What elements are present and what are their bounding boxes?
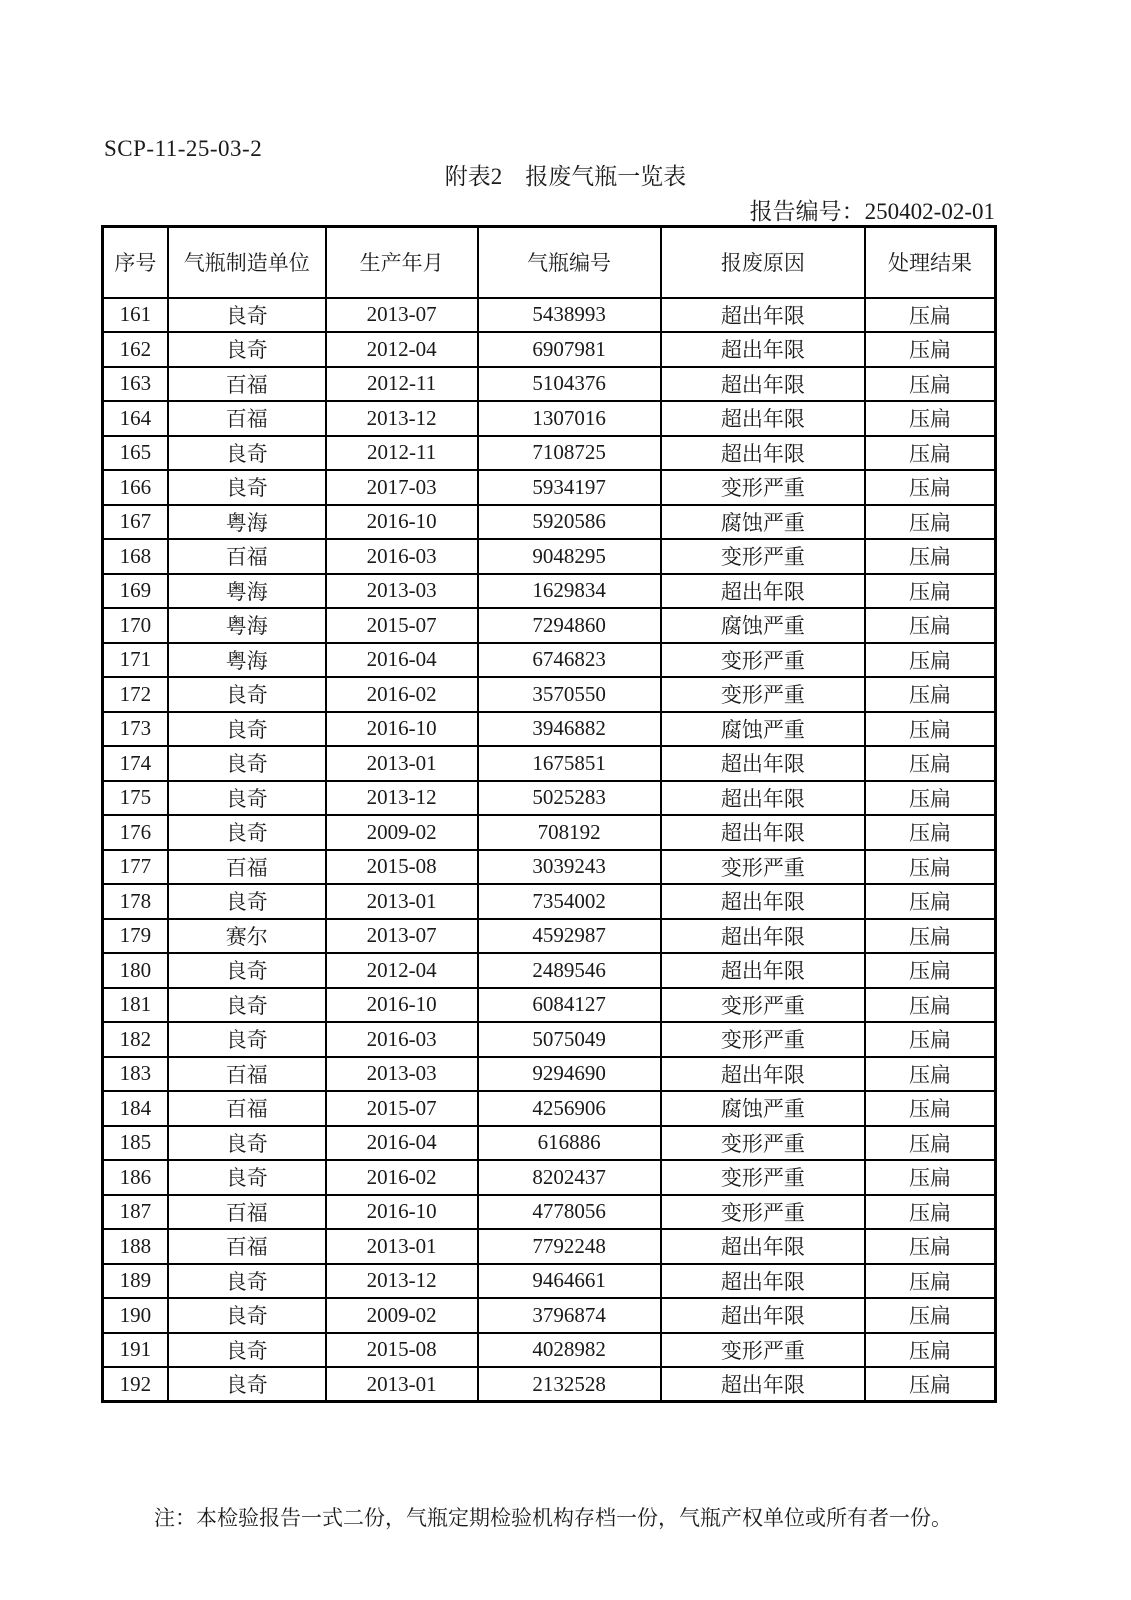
cell-cylinder-number: 3039243 xyxy=(478,850,661,885)
cell-result: 压扁 xyxy=(865,608,995,643)
cell-seq: 190 xyxy=(103,1298,168,1333)
cell-manufacturer: 良奇 xyxy=(168,712,326,747)
cell-seq: 162 xyxy=(103,332,168,367)
cell-manufacturer: 良奇 xyxy=(168,1333,326,1368)
table-body xyxy=(103,298,996,1402)
table-row xyxy=(103,1264,996,1299)
cell-seq: 187 xyxy=(103,1195,168,1230)
cell-scrap-reason: 超出年限 xyxy=(661,1298,865,1333)
cell-seq: 173 xyxy=(103,712,168,747)
cell-production-date: 2015-07 xyxy=(326,608,478,643)
cell-production-date: 2015-08 xyxy=(326,850,478,885)
cell-result: 压扁 xyxy=(865,815,995,850)
cell-result: 压扁 xyxy=(865,884,995,919)
cell-production-date: 2013-01 xyxy=(326,746,478,781)
scrapped-cylinder-table xyxy=(101,225,997,1403)
cell-manufacturer: 良奇 xyxy=(168,746,326,781)
cell-result: 压扁 xyxy=(865,367,995,402)
cell-scrap-reason: 腐蚀严重 xyxy=(661,608,865,643)
cell-seq: 185 xyxy=(103,1126,168,1161)
cell-production-date: 2009-02 xyxy=(326,815,478,850)
cell-seq: 176 xyxy=(103,815,168,850)
cell-manufacturer: 良奇 xyxy=(168,436,326,471)
cell-result: 压扁 xyxy=(865,643,995,678)
cell-manufacturer: 良奇 xyxy=(168,884,326,919)
table-row xyxy=(103,608,996,643)
cell-manufacturer: 良奇 xyxy=(168,298,326,333)
cell-production-date: 2013-12 xyxy=(326,1264,478,1299)
cell-result: 压扁 xyxy=(865,1298,995,1333)
cell-seq: 171 xyxy=(103,643,168,678)
cell-manufacturer: 粤海 xyxy=(168,505,326,540)
cell-manufacturer: 粤海 xyxy=(168,643,326,678)
header-seq: 序号 xyxy=(103,227,168,298)
footer-note: 注：本检验报告一式二份，气瓶定期检验机构存档一份，气瓶产权单位或所有者一份。 xyxy=(154,1506,952,1530)
cell-production-date: 2013-12 xyxy=(326,781,478,816)
cell-production-date: 2013-03 xyxy=(326,1057,478,1092)
cell-cylinder-number: 7354002 xyxy=(478,884,661,919)
cell-seq: 192 xyxy=(103,1367,168,1402)
cell-cylinder-number: 708192 xyxy=(478,815,661,850)
cell-production-date: 2012-11 xyxy=(326,367,478,402)
cell-production-date: 2009-02 xyxy=(326,1298,478,1333)
cell-cylinder-number: 9294690 xyxy=(478,1057,661,1092)
cell-scrap-reason: 超出年限 xyxy=(661,953,865,988)
cell-result: 压扁 xyxy=(865,574,995,609)
cell-cylinder-number: 4256906 xyxy=(478,1091,661,1126)
table-row xyxy=(103,1298,996,1333)
cell-result: 压扁 xyxy=(865,1160,995,1195)
cell-cylinder-number: 4028982 xyxy=(478,1333,661,1368)
cell-production-date: 2016-10 xyxy=(326,505,478,540)
cell-result: 压扁 xyxy=(865,436,995,471)
table-row xyxy=(103,677,996,712)
cell-cylinder-number: 5025283 xyxy=(478,781,661,816)
cell-result: 压扁 xyxy=(865,1091,995,1126)
cell-production-date: 2016-03 xyxy=(326,1022,478,1057)
cell-cylinder-number: 9464661 xyxy=(478,1264,661,1299)
table-row xyxy=(103,332,996,367)
cell-seq: 191 xyxy=(103,1333,168,1368)
cell-result: 压扁 xyxy=(865,1333,995,1368)
table-header-row xyxy=(103,227,996,298)
cell-scrap-reason: 超出年限 xyxy=(661,332,865,367)
cell-scrap-reason: 超出年限 xyxy=(661,781,865,816)
cell-cylinder-number: 7792248 xyxy=(478,1229,661,1264)
document-code: SCP-11-25-03-2 xyxy=(104,136,263,161)
cell-seq: 174 xyxy=(103,746,168,781)
cell-result: 压扁 xyxy=(865,332,995,367)
table-row xyxy=(103,781,996,816)
cell-result: 压扁 xyxy=(865,1057,995,1092)
cell-production-date: 2012-04 xyxy=(326,953,478,988)
cell-scrap-reason: 超出年限 xyxy=(661,401,865,436)
cell-scrap-reason: 变形严重 xyxy=(661,1333,865,1368)
cell-cylinder-number: 5104376 xyxy=(478,367,661,402)
cell-manufacturer: 百福 xyxy=(168,539,326,574)
cell-production-date: 2016-10 xyxy=(326,1195,478,1230)
cell-cylinder-number: 1675851 xyxy=(478,746,661,781)
cell-scrap-reason: 变形严重 xyxy=(661,539,865,574)
cell-seq: 169 xyxy=(103,574,168,609)
cell-seq: 168 xyxy=(103,539,168,574)
cell-scrap-reason: 变形严重 xyxy=(661,988,865,1023)
cell-result: 压扁 xyxy=(865,746,995,781)
cell-manufacturer: 良奇 xyxy=(168,1160,326,1195)
cell-scrap-reason: 超出年限 xyxy=(661,1264,865,1299)
cell-cylinder-number: 2132528 xyxy=(478,1367,661,1402)
cell-production-date: 2013-07 xyxy=(326,298,478,333)
cell-cylinder-number: 7294860 xyxy=(478,608,661,643)
cell-cylinder-number: 5438993 xyxy=(478,298,661,333)
cell-cylinder-number: 7108725 xyxy=(478,436,661,471)
table-row xyxy=(103,1126,996,1161)
cell-result: 压扁 xyxy=(865,712,995,747)
cell-manufacturer: 良奇 xyxy=(168,988,326,1023)
cell-manufacturer: 粤海 xyxy=(168,608,326,643)
cell-manufacturer: 良奇 xyxy=(168,332,326,367)
cell-production-date: 2013-12 xyxy=(326,401,478,436)
cell-scrap-reason: 超出年限 xyxy=(661,367,865,402)
cell-scrap-reason: 超出年限 xyxy=(661,298,865,333)
cell-cylinder-number: 6084127 xyxy=(478,988,661,1023)
table-row xyxy=(103,1022,996,1057)
cell-scrap-reason: 变形严重 xyxy=(661,470,865,505)
cell-seq: 161 xyxy=(103,298,168,333)
page-title: 附表2 报废气瓶一览表 xyxy=(444,164,687,189)
cell-result: 压扁 xyxy=(865,850,995,885)
cell-result: 压扁 xyxy=(865,470,995,505)
table-row xyxy=(103,470,996,505)
cell-scrap-reason: 超出年限 xyxy=(661,815,865,850)
table-row xyxy=(103,746,996,781)
cell-seq: 167 xyxy=(103,505,168,540)
cell-scrap-reason: 超出年限 xyxy=(661,436,865,471)
cell-scrap-reason: 变形严重 xyxy=(661,677,865,712)
cell-cylinder-number: 1629834 xyxy=(478,574,661,609)
cell-scrap-reason: 超出年限 xyxy=(661,1367,865,1402)
cell-seq: 188 xyxy=(103,1229,168,1264)
cell-cylinder-number: 3570550 xyxy=(478,677,661,712)
header-scrap-reason: 报废原因 xyxy=(661,227,865,298)
cell-manufacturer: 良奇 xyxy=(168,1367,326,1402)
cell-seq: 177 xyxy=(103,850,168,885)
table-row xyxy=(103,953,996,988)
cell-production-date: 2016-10 xyxy=(326,712,478,747)
cell-production-date: 2016-03 xyxy=(326,539,478,574)
cell-result: 压扁 xyxy=(865,401,995,436)
cell-scrap-reason: 变形严重 xyxy=(661,1126,865,1161)
table-row xyxy=(103,367,996,402)
cell-result: 压扁 xyxy=(865,953,995,988)
cell-manufacturer: 良奇 xyxy=(168,1298,326,1333)
cell-cylinder-number: 5920586 xyxy=(478,505,661,540)
cell-manufacturer: 良奇 xyxy=(168,1022,326,1057)
cell-seq: 180 xyxy=(103,953,168,988)
cell-seq: 165 xyxy=(103,436,168,471)
cell-seq: 172 xyxy=(103,677,168,712)
cell-manufacturer: 良奇 xyxy=(168,781,326,816)
cell-production-date: 2016-02 xyxy=(326,677,478,712)
cell-production-date: 2013-01 xyxy=(326,1367,478,1402)
table-row xyxy=(103,1091,996,1126)
cell-seq: 189 xyxy=(103,1264,168,1299)
cell-cylinder-number: 3796874 xyxy=(478,1298,661,1333)
cell-manufacturer: 百福 xyxy=(168,1229,326,1264)
cell-manufacturer: 良奇 xyxy=(168,815,326,850)
cell-cylinder-number: 6746823 xyxy=(478,643,661,678)
cell-scrap-reason: 变形严重 xyxy=(661,1195,865,1230)
table-row xyxy=(103,436,996,471)
cell-scrap-reason: 变形严重 xyxy=(661,643,865,678)
cell-seq: 175 xyxy=(103,781,168,816)
header-production-date: 生产年月 xyxy=(326,227,478,298)
cell-scrap-reason: 超出年限 xyxy=(661,919,865,954)
cell-scrap-reason: 超出年限 xyxy=(661,1229,865,1264)
table-row xyxy=(103,884,996,919)
cell-cylinder-number: 5934197 xyxy=(478,470,661,505)
cell-cylinder-number: 3946882 xyxy=(478,712,661,747)
table-row xyxy=(103,298,996,333)
cell-production-date: 2012-04 xyxy=(326,332,478,367)
cell-scrap-reason: 变形严重 xyxy=(661,850,865,885)
cell-seq: 182 xyxy=(103,1022,168,1057)
cell-result: 压扁 xyxy=(865,1229,995,1264)
table-row xyxy=(103,401,996,436)
cell-seq: 170 xyxy=(103,608,168,643)
header-manufacturer: 气瓶制造单位 xyxy=(168,227,326,298)
header-result: 处理结果 xyxy=(865,227,995,298)
cell-result: 压扁 xyxy=(865,1126,995,1161)
cell-manufacturer: 粤海 xyxy=(168,574,326,609)
cell-manufacturer: 百福 xyxy=(168,367,326,402)
cell-result: 压扁 xyxy=(865,1367,995,1402)
cell-manufacturer: 百福 xyxy=(168,1091,326,1126)
cell-scrap-reason: 腐蚀严重 xyxy=(661,712,865,747)
table-row xyxy=(103,1367,996,1402)
cell-manufacturer: 良奇 xyxy=(168,677,326,712)
cell-scrap-reason: 超出年限 xyxy=(661,1057,865,1092)
cell-production-date: 2013-01 xyxy=(326,1229,478,1264)
cell-manufacturer: 百福 xyxy=(168,1057,326,1092)
cell-scrap-reason: 超出年限 xyxy=(661,574,865,609)
cell-result: 压扁 xyxy=(865,919,995,954)
cell-production-date: 2016-10 xyxy=(326,988,478,1023)
cell-scrap-reason: 超出年限 xyxy=(661,884,865,919)
cell-result: 压扁 xyxy=(865,298,995,333)
cell-manufacturer: 赛尔 xyxy=(168,919,326,954)
cell-manufacturer: 良奇 xyxy=(168,953,326,988)
cell-cylinder-number: 8202437 xyxy=(478,1160,661,1195)
table-row xyxy=(103,850,996,885)
cell-production-date: 2016-02 xyxy=(326,1160,478,1195)
cell-cylinder-number: 5075049 xyxy=(478,1022,661,1057)
cell-result: 压扁 xyxy=(865,505,995,540)
cell-cylinder-number: 1307016 xyxy=(478,401,661,436)
cell-result: 压扁 xyxy=(865,1022,995,1057)
table-row xyxy=(103,919,996,954)
cell-cylinder-number: 9048295 xyxy=(478,539,661,574)
cell-seq: 183 xyxy=(103,1057,168,1092)
cell-production-date: 2012-11 xyxy=(326,436,478,471)
table-row xyxy=(103,1195,996,1230)
table-row xyxy=(103,539,996,574)
table-row xyxy=(103,505,996,540)
cell-cylinder-number: 4592987 xyxy=(478,919,661,954)
table-row xyxy=(103,574,996,609)
cell-seq: 166 xyxy=(103,470,168,505)
cell-seq: 186 xyxy=(103,1160,168,1195)
cell-seq: 178 xyxy=(103,884,168,919)
table-row xyxy=(103,1160,996,1195)
table-row xyxy=(103,1057,996,1092)
cell-result: 压扁 xyxy=(865,1264,995,1299)
cell-seq: 164 xyxy=(103,401,168,436)
cell-scrap-reason: 变形严重 xyxy=(661,1160,865,1195)
table-row xyxy=(103,988,996,1023)
report-number: 报告编号：250402-02-01 xyxy=(749,199,995,224)
cell-production-date: 2013-01 xyxy=(326,884,478,919)
table-row xyxy=(103,1229,996,1264)
cell-seq: 184 xyxy=(103,1091,168,1126)
table-row xyxy=(103,1333,996,1368)
cell-cylinder-number: 6907981 xyxy=(478,332,661,367)
cell-result: 压扁 xyxy=(865,988,995,1023)
cell-production-date: 2016-04 xyxy=(326,1126,478,1161)
cell-manufacturer: 良奇 xyxy=(168,1264,326,1299)
cell-production-date: 2013-03 xyxy=(326,574,478,609)
cell-scrap-reason: 变形严重 xyxy=(661,1022,865,1057)
table-row xyxy=(103,712,996,747)
cell-manufacturer: 良奇 xyxy=(168,470,326,505)
cell-production-date: 2013-07 xyxy=(326,919,478,954)
cell-result: 压扁 xyxy=(865,677,995,712)
cell-result: 压扁 xyxy=(865,1195,995,1230)
table-row xyxy=(103,643,996,678)
cell-manufacturer: 百福 xyxy=(168,1195,326,1230)
cell-result: 压扁 xyxy=(865,539,995,574)
cell-cylinder-number: 616886 xyxy=(478,1126,661,1161)
header-cylinder-number: 气瓶编号 xyxy=(478,227,661,298)
cell-production-date: 2017-03 xyxy=(326,470,478,505)
cell-scrap-reason: 腐蚀严重 xyxy=(661,505,865,540)
cell-seq: 181 xyxy=(103,988,168,1023)
cell-production-date: 2015-08 xyxy=(326,1333,478,1368)
table-header xyxy=(103,227,996,298)
cell-manufacturer: 百福 xyxy=(168,401,326,436)
cell-seq: 179 xyxy=(103,919,168,954)
cell-scrap-reason: 腐蚀严重 xyxy=(661,1091,865,1126)
table-row xyxy=(103,815,996,850)
cell-seq: 163 xyxy=(103,367,168,402)
cell-cylinder-number: 4778056 xyxy=(478,1195,661,1230)
cell-production-date: 2015-07 xyxy=(326,1091,478,1126)
cell-manufacturer: 百福 xyxy=(168,850,326,885)
cell-result: 压扁 xyxy=(865,781,995,816)
cell-production-date: 2016-04 xyxy=(326,643,478,678)
cell-manufacturer: 良奇 xyxy=(168,1126,326,1161)
cell-cylinder-number: 2489546 xyxy=(478,953,661,988)
cell-scrap-reason: 超出年限 xyxy=(661,746,865,781)
